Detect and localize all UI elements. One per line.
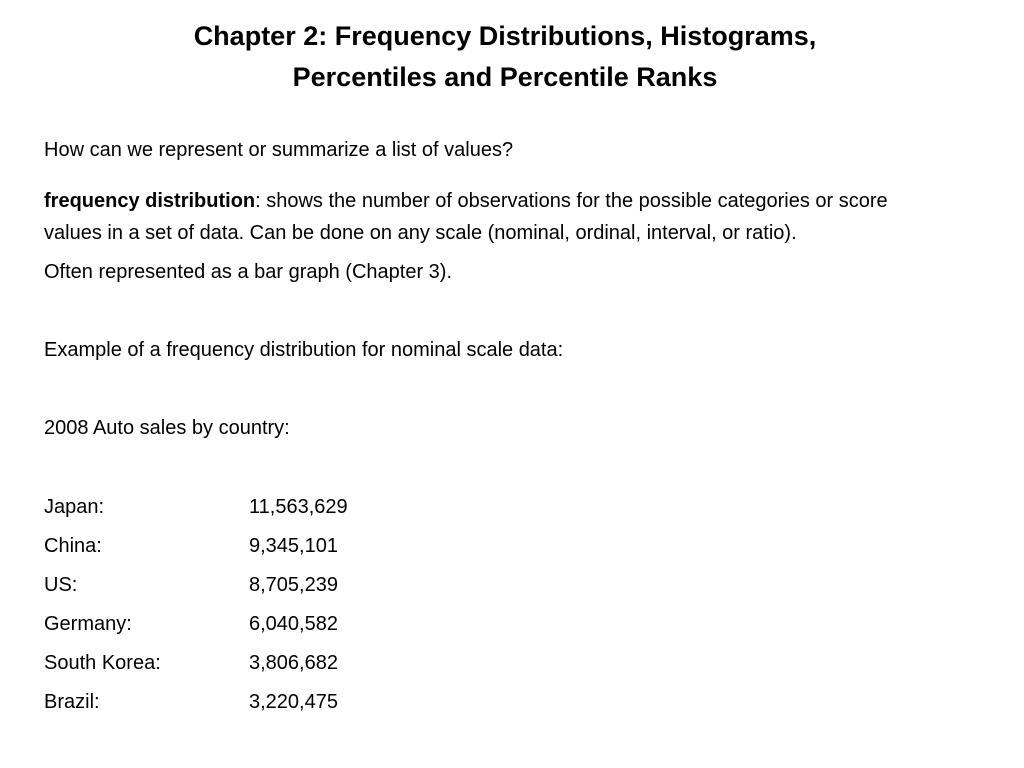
bar-graph-note: Often represented as a bar graph (Chapter 3).	[44, 261, 453, 283]
definition-text-line-2: values in a set of data. Can be done on any scale (nominal, ordinal, interval, or ratio).	[44, 222, 797, 244]
slide-title-line-1: Chapter 2: Frequency Distributions, Histograms,	[193, 21, 817, 51]
definition-text-line-1: : shows the number of observations for the possible categories or score	[255, 190, 888, 212]
sales-country: Germany:	[44, 613, 132, 635]
sales-row	[44, 687, 644, 717]
sales-country: South Korea:	[44, 652, 161, 674]
sales-row	[44, 531, 644, 561]
sales-value: 11,563,629	[249, 496, 348, 518]
sales-row	[44, 492, 644, 522]
sales-value: 8,705,239	[249, 574, 338, 596]
sales-value: 6,040,582	[249, 613, 338, 635]
sales-table-heading: 2008 Auto sales by country:	[44, 417, 290, 439]
sales-value: 9,345,101	[249, 535, 338, 557]
slide-title-line-2: Percentiles and Percentile Ranks	[292, 62, 718, 92]
sales-value: 3,220,475	[249, 691, 338, 713]
definition-paragraph	[44, 185, 1019, 249]
sales-country: Japan:	[44, 496, 105, 518]
sales-country: Brazil:	[44, 691, 100, 713]
sales-row	[44, 648, 644, 678]
sales-country: China:	[44, 535, 102, 557]
slide-title	[0, 16, 1010, 98]
question-text: How can we represent or summarize a list of values?	[44, 139, 514, 161]
sales-value: 3,806,682	[249, 652, 338, 674]
sales-country: US:	[44, 574, 78, 596]
sales-row	[44, 609, 644, 639]
definition-term: frequency distribution	[44, 190, 256, 212]
sales-row	[44, 570, 644, 600]
example-intro: Example of a frequency distribution for nominal scale data:	[44, 339, 564, 361]
